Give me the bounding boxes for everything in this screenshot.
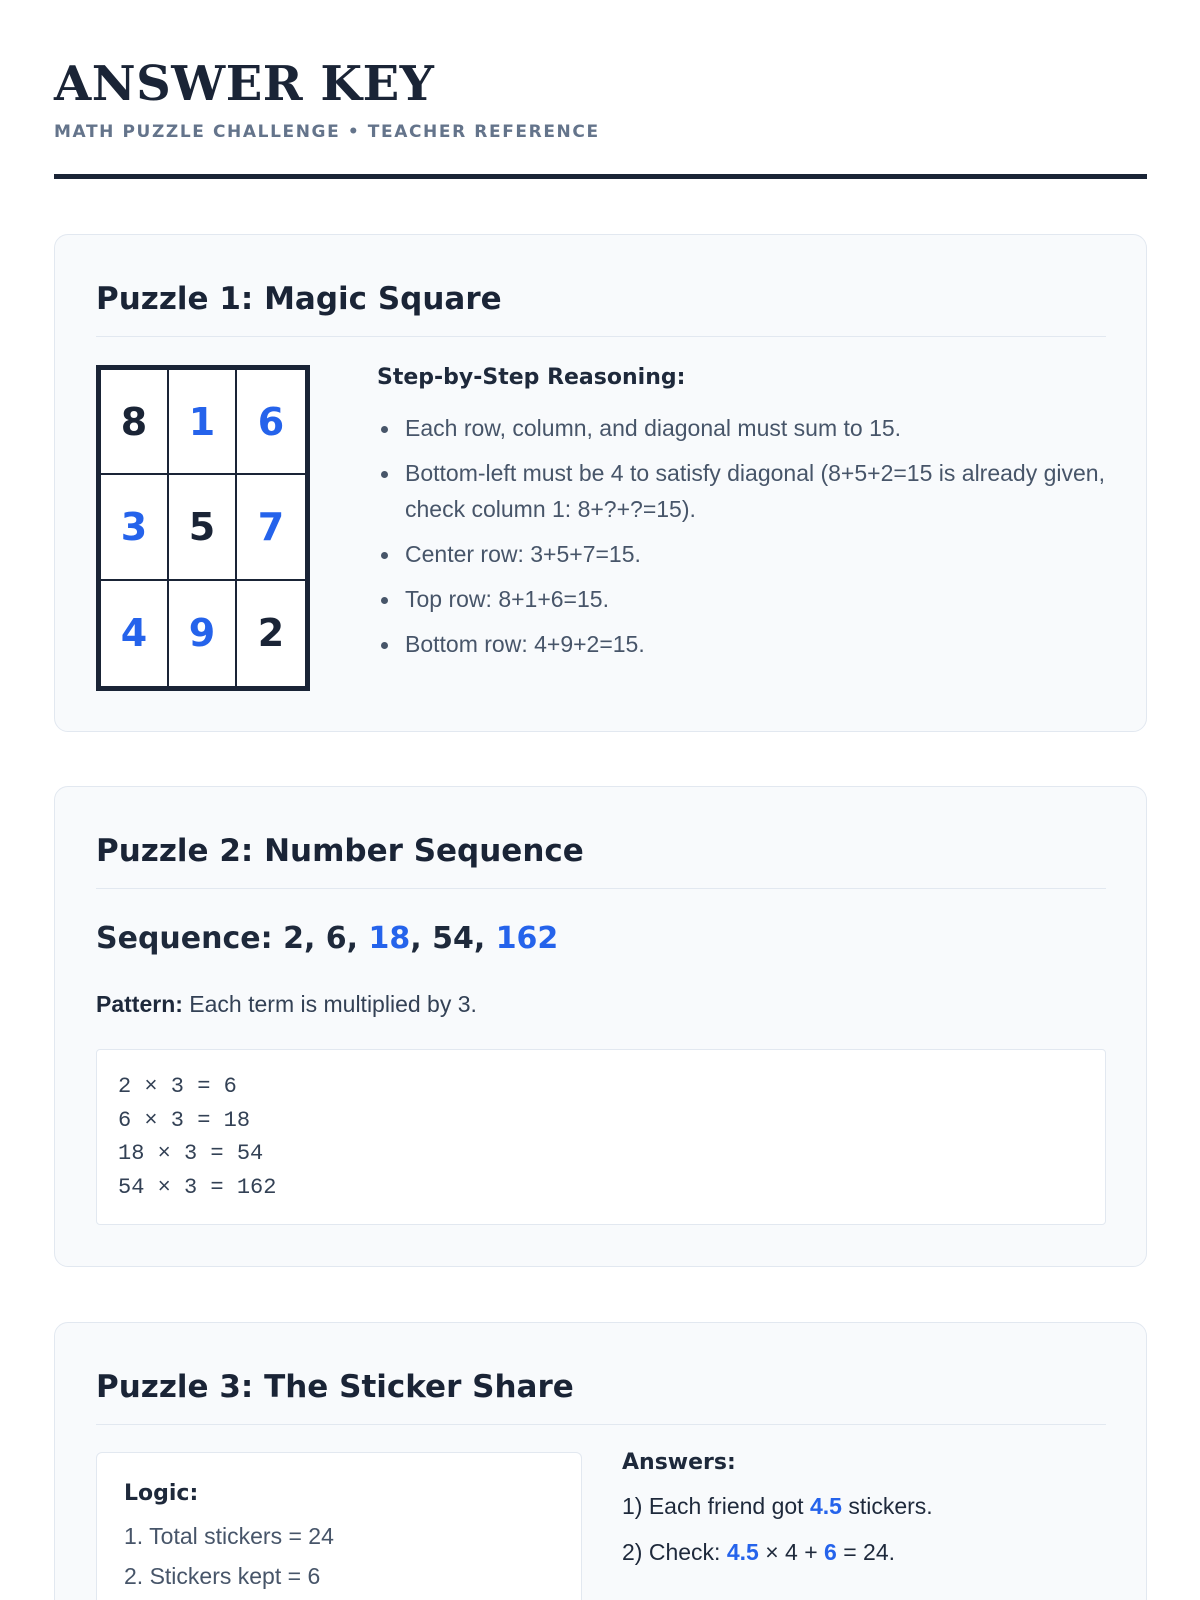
reasoning-item: Bottom-left must be 4 to satisfy diagonal (8+5+2=15 is already given, check column 1: 8+?+?=15).	[377, 455, 1107, 527]
magic-square-cell: 8	[101, 370, 169, 475]
logic-step: 2. Stickers kept = 6	[124, 1563, 321, 1589]
title-divider	[54, 174, 1147, 179]
answer-1-suffix: stickers.	[841, 1493, 933, 1519]
answer-1-value: 4.5	[809, 1493, 842, 1519]
puzzle-1-card	[54, 234, 1147, 732]
pattern-label: Pattern:	[96, 991, 183, 1017]
magic-square-cell: 9	[169, 581, 237, 686]
reasoning-item: Bottom row: 4+9+2=15.	[377, 626, 1107, 662]
answer-2-suffix: = 24.	[836, 1539, 896, 1565]
answers-panel	[622, 1450, 1102, 1575]
sequence-line	[96, 921, 558, 956]
magic-square-cell: 1	[169, 370, 237, 475]
sequence-separator: ,	[410, 921, 433, 956]
answer-2-value-2: 6	[824, 1539, 837, 1565]
sequence-separator: ,	[346, 921, 369, 956]
sequence-term: 54	[432, 921, 474, 956]
answers-heading: Answers:	[622, 1450, 736, 1475]
sequence-term: 18	[368, 921, 411, 956]
puzzle-2-card	[54, 786, 1147, 1267]
answer-1-prefix: 1) Each friend got	[622, 1493, 810, 1519]
magic-square-cell: 2	[257, 611, 285, 656]
sequence-label: Sequence:	[96, 921, 284, 956]
sequence-term: 2	[283, 921, 304, 956]
sequence-term: 162	[495, 921, 559, 956]
puzzle-2-title: Puzzle 2: Number Sequence	[96, 833, 584, 869]
magic-square-cell: 4	[101, 581, 169, 686]
puzzle-1-title: Puzzle 1: Magic Square	[96, 281, 502, 317]
calculation-line: 54 × 3 = 162	[118, 1174, 277, 1200]
pattern-text: Each term is multiplied by 3.	[189, 991, 477, 1017]
calculation-box	[96, 1049, 1106, 1225]
calculation-line: 18 × 3 = 54	[118, 1141, 264, 1166]
answer-2-mid: × 4 +	[758, 1539, 825, 1565]
puzzle-3-card	[54, 1322, 1147, 1600]
page-subtitle: MATH PUZZLE CHALLENGE • TEACHER REFERENCE	[54, 122, 600, 142]
calculation-line: 6 × 3 = 18	[118, 1107, 251, 1133]
sequence-values	[283, 921, 558, 956]
calculation-line: 2 × 3 = 6	[118, 1074, 237, 1099]
sequence-term: 6	[325, 921, 347, 956]
magic-square-cell: 6	[237, 370, 305, 475]
magic-square-cell: 7	[237, 475, 305, 580]
reasoning-item: Center row: 3+5+7=15.	[377, 536, 1107, 572]
answer-2-value-1: 4.5	[726, 1539, 759, 1565]
sequence-separator: ,	[303, 921, 326, 956]
pattern-line	[96, 991, 477, 1018]
puzzle-2-divider	[96, 888, 1106, 889]
magic-square-cell: 3	[101, 475, 169, 580]
magic-square-grid	[96, 365, 310, 691]
puzzle-3-title: Puzzle 3: The Sticker Share	[96, 1369, 574, 1405]
reasoning-list	[377, 410, 1107, 662]
answer-2	[622, 1529, 1102, 1575]
puzzle-1-divider	[96, 336, 1106, 337]
sequence-separator: ,	[473, 921, 496, 956]
reasoning-panel	[377, 365, 1107, 671]
logic-steps	[124, 1516, 554, 1596]
answer-2-prefix: 2) Check:	[622, 1539, 727, 1565]
logic-box	[96, 1452, 582, 1600]
logic-step: 1. Total stickers = 24	[124, 1523, 334, 1549]
magic-square-cell: 5	[169, 475, 237, 580]
page-title: ANSWER KEY	[54, 56, 435, 112]
reasoning-item: Each row, column, and diagonal must sum to 15.	[377, 410, 1107, 446]
answer-1	[622, 1483, 1102, 1529]
reasoning-item: Top row: 8+1+6=15.	[377, 581, 1107, 617]
puzzle-3-divider	[96, 1424, 1106, 1425]
logic-heading: Logic:	[124, 1481, 199, 1506]
reasoning-heading: Step-by-Step Reasoning:	[377, 365, 686, 390]
